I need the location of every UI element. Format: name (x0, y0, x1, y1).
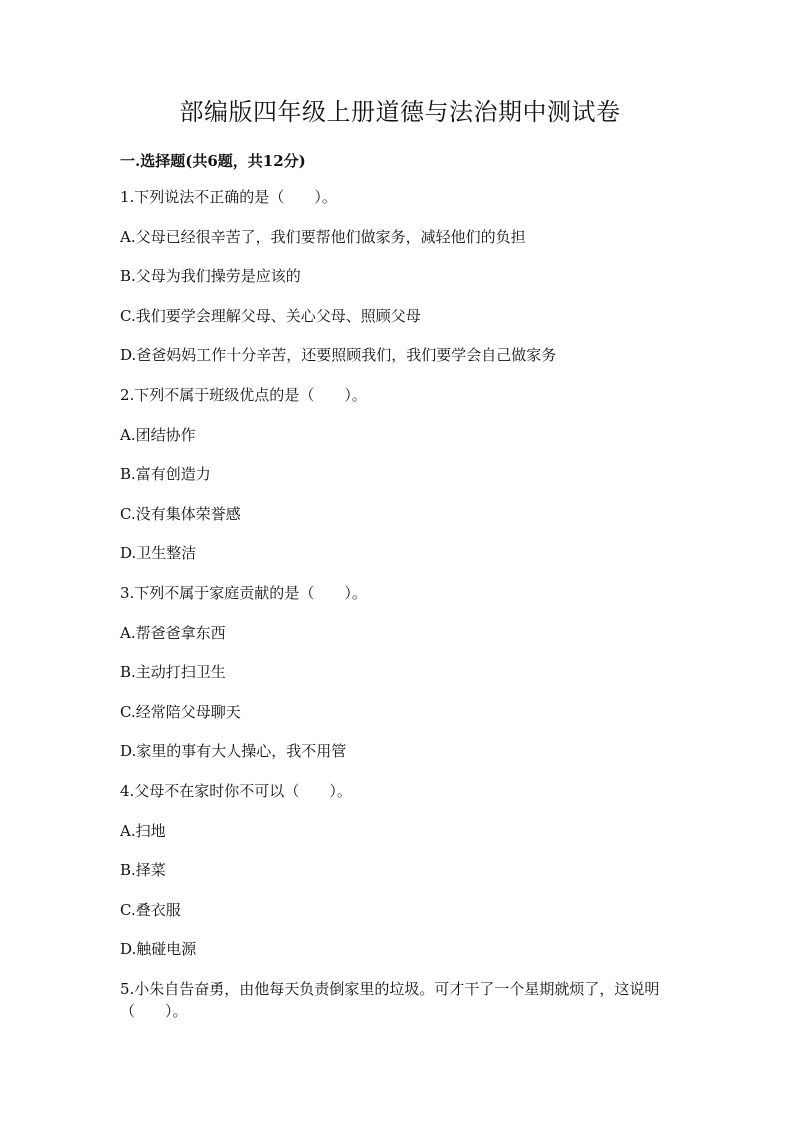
option-2d: D.卫生整洁 (120, 544, 197, 563)
option-3b: B.主动打扫卫生 (120, 663, 226, 682)
option-1b: B.父母为我们操劳是应该的 (120, 267, 301, 286)
option-4c: C.叠衣服 (120, 900, 181, 919)
option-1c: C.我们要学会理解父母、关心父母、照顾父母 (120, 306, 421, 325)
option-1a: A.父母已经很辛苦了，我们要帮他们做家务，减轻他们的负担 (120, 227, 526, 246)
page-title: 部编版四年级上册道德与法治期中测试卷 (179, 98, 621, 126)
option-1d: D.爸爸妈妈工作十分辛苦，还要照顾我们，我们要学会自己做家务 (120, 346, 557, 365)
option-3d: D.家里的事有大人操心，我不用管 (120, 742, 347, 761)
question-1: 1.下列说法不正确的是（ ）。 (120, 188, 337, 206)
option-4a: A.扫地 (120, 821, 166, 840)
option-3c: C.经常陪父母聊天 (120, 702, 241, 721)
question-2: 2.下列不属于班级优点的是（ ）。 (120, 385, 367, 404)
question-3: 3.下列不属于家庭贡献的是（ ）。 (120, 583, 367, 602)
option-2a: A.团结协作 (120, 425, 196, 444)
option-4b: B.择菜 (120, 861, 166, 880)
question-list (120, 186, 680, 1022)
option-3a: A.帮爸爸拿东西 (120, 623, 226, 642)
question-5: 5.小朱自告奋勇，由他每天负责倒家里的垃圾。可才干了一个星期就烦了，这说明（ ）。 (120, 979, 660, 1020)
option-2b: B.富有创造力 (120, 465, 211, 484)
option-2c: C.没有集体荣誉感 (120, 504, 241, 523)
section-heading: 一.选择题(共6题，共12分) (120, 152, 306, 170)
option-4d: D.触碰电源 (120, 940, 197, 959)
question-4: 4.父母不在家时你不可以（ ）。 (120, 781, 352, 800)
